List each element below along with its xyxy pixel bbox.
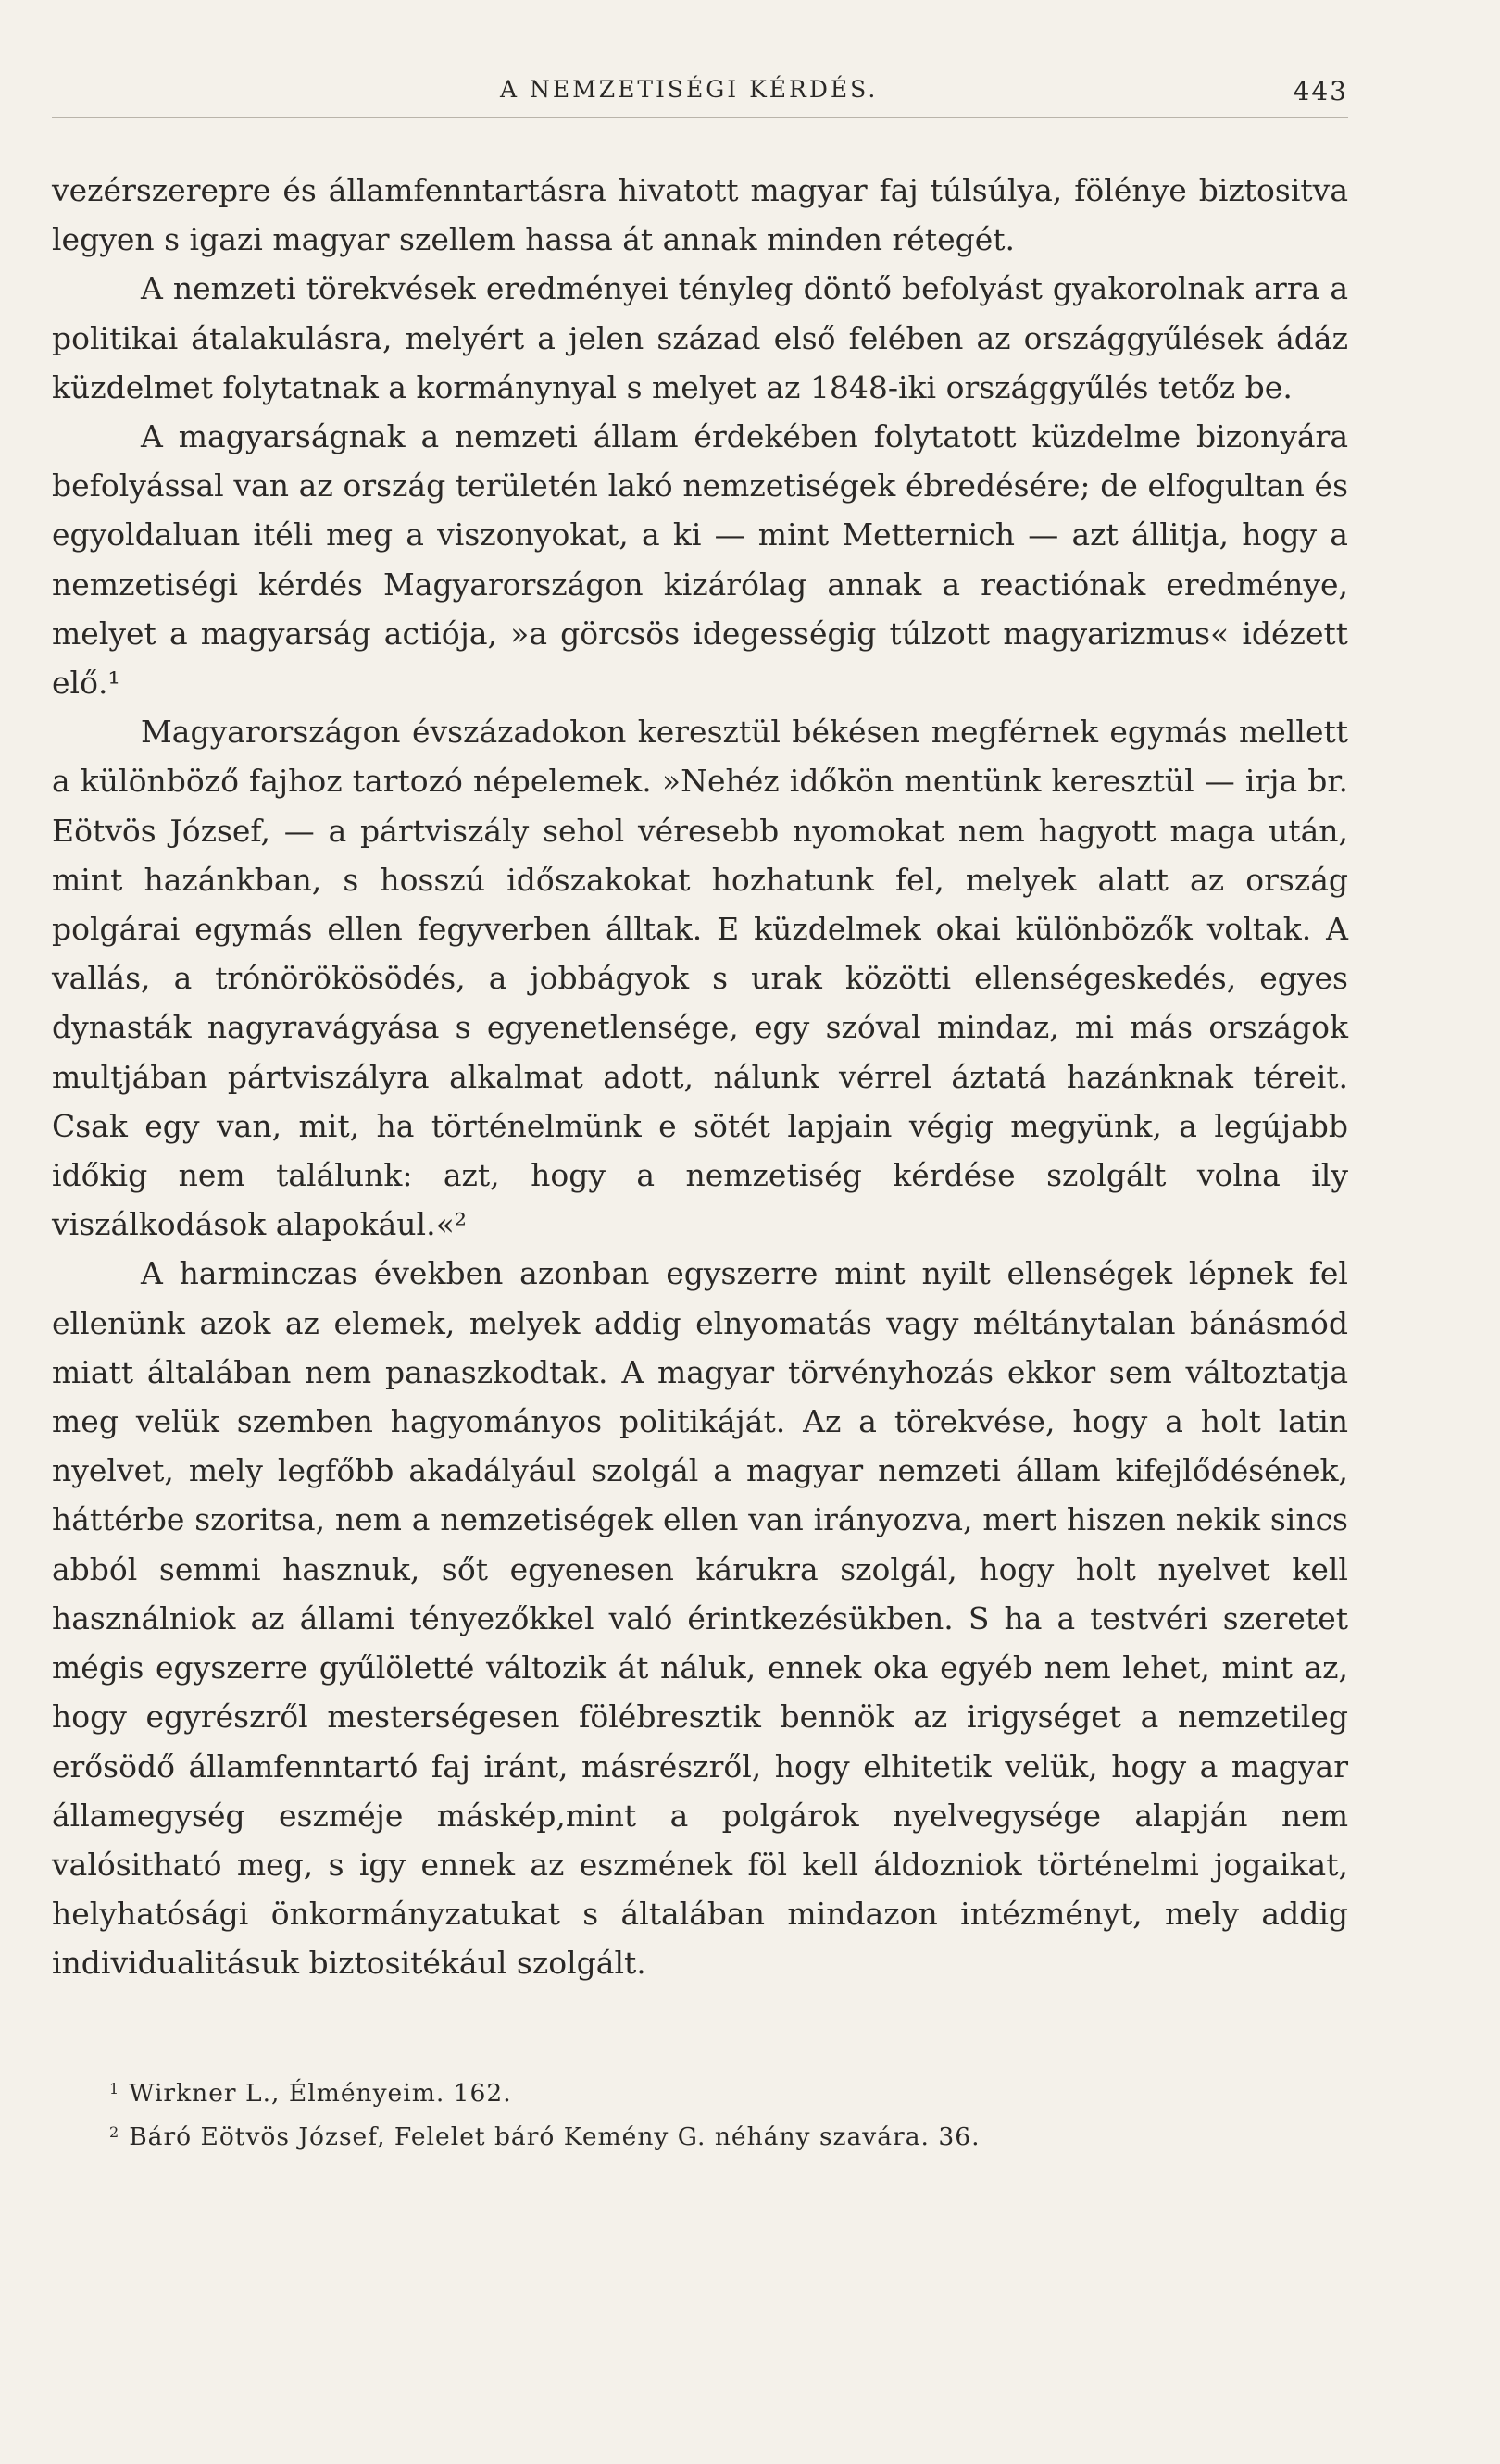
paragraph: A magyarságnak a nemzeti állam érdekében folytatott küzdelme bizonyára befolyással van az ország területén lakó nemzetiségek ébredésére; de elfogultan és egyoldaluan itéli meg a viszonyokat, a ki — mint Metternich — azt állitja, hogy a nemzetiségi kérdés Magyarországon kizárólag annak a reactiónak eredménye, melyet a magyarság actiója, »a görcsös idegességig túlzott magyarizmus« idézett elő.¹: [52, 418, 1348, 702]
paragraph: A harminczas években azonban egyszerre mint nyilt ellenségek lépnek fel ellenünk azok az elemek, melyek addig elnyomatás vagy méltánytalan bánásmód miatt általában nem panaszkodtak. A magyar törvényhozás ekkor sem változtatja meg velük szemben hagyományos politikáját. Az a törekvése, hogy a holt latin nyelvet, mely legfőbb akadályául szolgál a magyar nemzeti állam kifejlődésének, háttérbe szoritsa, nem a nemzetiségek ellen van irányozva, mert hiszen nekik sincs abból semmi hasznuk, sőt egyenesen kárukra szolgál, hogy holt nyelvet kell használniok az állami tényezőkkel való érintkezésükben. S ha a testvéri szeretet mégis egyszerre gyűlöletté változik át náluk, ennek oka egyéb nem lehet, mint az, hogy egyrészről mesterségesen fölébresztik bennök az irigységet a nemzetileg erősödő államfenntartó faj iránt, másrészről, hogy elhitetik velük, hogy a magyar államegység eszméje máskép,mint a polgárok nyelvegysége alapján nem valósitható meg, s igy ennek az eszmének föl kell áldozniok történelmi jogaikat, helyhatósági önkormányzatukat s általában mindazon intézményt, mely addig individualitásuk biztositékául szolgált.: [52, 1255, 1348, 1982]
running-title: A NEMZETISÉGI KÉRDÉS.: [500, 76, 879, 103]
body-text: [52, 166, 1348, 1988]
paragraph: vezérszerepre és államfenntartásra hivatott magyar faj túlsúlya, fölénye biztositva legyen s igazi magyar szellem hassa át annak minden rétegét.: [52, 172, 1348, 258]
footnote: [52, 2113, 1348, 2157]
paragraph: Magyarországon évszázadokon keresztül békésen megférnek egymás mellett a különböző fajhoz tartozó népelemek. »Nehéz időkön mentünk keresztül — irja br. Eötvös József, — a pártviszály sehol véresebb nyomokat nem hagyott maga után, mint hazánkban, s hosszú időszakokat hozhatunk fel, melyek alatt az ország polgárai egymás ellen fegyverben álltak. E küzdelmek okai különbözők voltak. A vallás, a trónörökösödés, a jobbágyok s urak közötti ellenségeskedés, egyes dynasták nagyravágyása s egyenetlensége, egy szóval mindaz, mi más országok multjában pártviszályra alkalmat adott, nálunk vérrel áztatá hazánknak téreit. Csak egy van, mit, ha történelmünk e sötét lapjain végig megyünk, a legújabb időkig nem találunk: azt, hogy a nemzetiség kérdése szolgált volna ily viszálkodások alapokául.«²: [52, 714, 1348, 1243]
book-page: [52, 76, 1348, 2157]
page-number: 443: [1293, 76, 1348, 106]
footnote-mark: 2: [109, 2122, 120, 2141]
running-header: [52, 76, 1348, 118]
footnote-mark: 1: [109, 2079, 120, 2097]
paragraph: A nemzeti törekvések eredményei tényleg döntő befolyást gyakorolnak arra a politikai átalakulásra, melyért a jelen század első felében az országgyűlések ádáz küzdelmet folytatnak a kormánynyal s melyet az 1848-iki országgyűlés tetőz be.: [52, 270, 1348, 405]
footnote-text: Wirkner L., Élményeim. 162.: [129, 2078, 512, 2108]
footnote: [52, 2070, 1348, 2113]
footnote-text: Báró Eötvös József, Felelet báró Kemény G. néhány szavára. 36.: [129, 2122, 981, 2151]
footnotes: [52, 2070, 1348, 2157]
